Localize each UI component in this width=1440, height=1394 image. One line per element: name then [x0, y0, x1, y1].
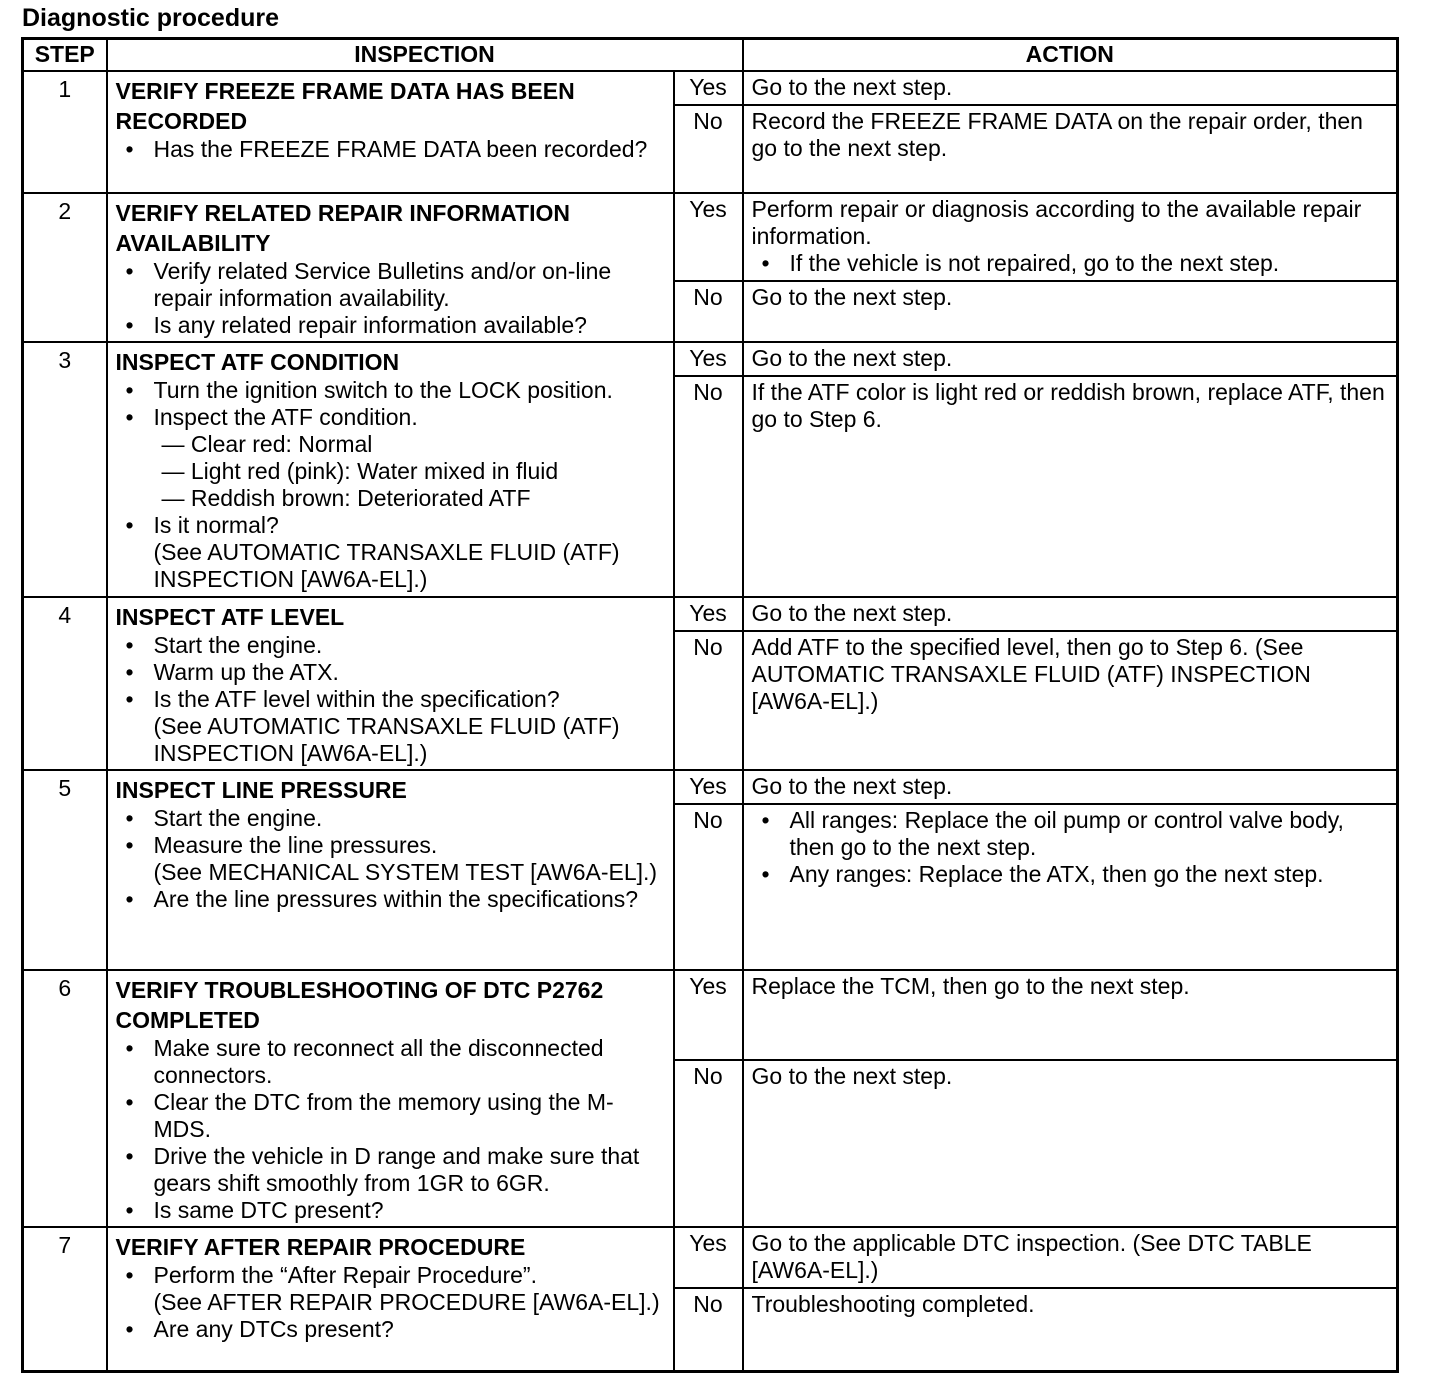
inspection-sub-item: — Reddish brown: Deteriorated ATF — [161, 484, 531, 511]
inspection-item-text: Verify related Service Bulletins and/or on-line repair information availability. — [153, 257, 612, 311]
inspection-cell — [107, 1227, 674, 1372]
inspection-item — [116, 258, 667, 312]
inspection-item-text: Make sure to reconnect all the disconnected connectors. — [153, 1034, 604, 1088]
inspection-item-text: Perform the “After Repair Procedure”. — [153, 1261, 537, 1288]
step-number: 6 — [23, 970, 107, 1227]
yes-action-text: Go to the next step. — [751, 772, 953, 799]
yes-label: Yes — [674, 1227, 743, 1288]
inspection-item — [116, 686, 667, 767]
no-label: No — [674, 376, 743, 597]
inspection-cell — [107, 193, 674, 342]
yes-action-cell — [743, 770, 1398, 804]
no-action-text: Go to the next step. — [751, 1062, 953, 1089]
inspection-item-text: Clear the DTC from the memory using the M-MDS. — [153, 1088, 614, 1142]
no-action-cell — [743, 105, 1398, 193]
inspection-item-text: Has the FREEZE FRAME DATA been recorded? — [153, 135, 648, 162]
inspection-title: VERIFY FREEZE FRAME DATA HAS BEEN RECORDED — [115, 77, 575, 134]
inspection-item — [116, 805, 667, 832]
step-number: 2 — [23, 193, 107, 342]
step-row-yes — [23, 970, 1398, 1060]
no-action-cell — [743, 1288, 1398, 1372]
inspection-reference: (See AUTOMATIC TRANSAXLE FLUID (ATF) INSPECTION [AW6A-EL].) — [153, 538, 620, 592]
page-title: Diagnostic procedure — [22, 4, 279, 32]
inspection-cell — [107, 597, 674, 770]
yes-label: Yes — [674, 770, 743, 804]
inspection-title: INSPECT LINE PRESSURE — [115, 776, 407, 803]
yes-action-cell — [743, 1227, 1398, 1288]
no-action-item: • Any ranges: Replace the ATX, then go the next step. — [752, 861, 1388, 888]
no-action-list — [752, 807, 1388, 888]
inspection-item — [116, 312, 667, 339]
inspection-list — [116, 1262, 667, 1343]
inspection-title: VERIFY TROUBLESHOOTING OF DTC P2762 COMPLETED — [115, 976, 604, 1033]
no-action-item: • All ranges: Replace the oil pump or control valve body, then go to the next step. — [752, 807, 1388, 861]
yes-action-text: Go to the next step. — [751, 73, 953, 100]
inspection-reference: (See AUTOMATIC TRANSAXLE FLUID (ATF) INSPECTION [AW6A-EL].) — [153, 712, 620, 766]
inspection-item — [116, 512, 667, 593]
step-number: 1 — [23, 71, 107, 193]
inspection-item-text: Drive the vehicle in D range and make sure that gears shift smoothly from 1GR to 6GR. — [153, 1142, 640, 1196]
inspection-list — [116, 632, 667, 767]
step-row-yes — [23, 193, 1398, 281]
inspection-reference: (See AFTER REPAIR PROCEDURE [AW6A-EL].) — [153, 1288, 660, 1315]
inspection-sub-item: — Clear red: Normal — [161, 430, 373, 457]
no-action-text: Troubleshooting completed. — [751, 1290, 1035, 1317]
yes-label: Yes — [674, 597, 743, 631]
inspection-item-text: Are the line pressures within the specifications? — [153, 885, 639, 912]
no-action-cell — [743, 1060, 1398, 1227]
inspection-item — [116, 659, 667, 686]
no-action-text: If the ATF color is light red or reddish brown, replace ATF, then go to Step 6. — [751, 378, 1385, 432]
inspection-title: INSPECT ATF LEVEL — [115, 603, 345, 630]
inspection-item — [116, 1262, 667, 1316]
yes-action-cell — [743, 970, 1398, 1060]
inspection-title: VERIFY RELATED REPAIR INFORMATION AVAILABILITY — [115, 199, 570, 256]
inspection-item — [116, 886, 667, 913]
inspection-item — [116, 1089, 667, 1143]
yes-action-text: Replace the TCM, then go to the next step. — [751, 972, 1190, 999]
step-number: 7 — [23, 1227, 107, 1372]
header-action: ACTION — [743, 39, 1398, 71]
yes-label: Yes — [674, 193, 743, 281]
inspection-item-text: Inspect the ATF condition. — [153, 403, 418, 430]
inspection-item — [116, 136, 667, 163]
no-label: No — [674, 105, 743, 193]
inspection-item-text: Is same DTC present? — [153, 1196, 384, 1223]
yes-action-list — [752, 250, 1388, 277]
diagnostic-table — [21, 37, 1399, 1373]
no-action-text: Go to the next step. — [751, 283, 953, 310]
inspection-item-text: Is the ATF level within the specification? — [153, 685, 560, 712]
inspection-title: INSPECT ATF CONDITION — [115, 348, 400, 375]
inspection-list — [116, 1035, 667, 1224]
step-row-yes — [23, 597, 1398, 631]
inspection-item-text: Turn the ignition switch to the LOCK position. — [153, 376, 613, 403]
inspection-list — [116, 258, 667, 339]
no-label: No — [674, 1060, 743, 1227]
yes-action-text: Go to the next step. — [751, 344, 953, 371]
yes-action-cell — [743, 193, 1398, 281]
no-label: No — [674, 804, 743, 970]
no-action-text: Record the FREEZE FRAME DATA on the repair order, then go to the next step. — [751, 107, 1363, 161]
inspection-item — [116, 1316, 667, 1343]
inspection-sub-item: — Light red (pink): Water mixed in fluid — [161, 457, 559, 484]
yes-action-cell — [743, 71, 1398, 105]
yes-action-text: Go to the applicable DTC inspection. (See DTC TABLE [AW6A-EL].) — [751, 1229, 1312, 1283]
step-row-yes — [23, 1227, 1398, 1288]
no-label: No — [674, 1288, 743, 1372]
inspection-item-text: Warm up the ATX. — [153, 658, 339, 685]
yes-action-text: Go to the next step. — [751, 599, 953, 626]
inspection-item-text: Are any DTCs present? — [153, 1315, 394, 1342]
header-step: STEP — [23, 39, 107, 71]
yes-label: Yes — [674, 342, 743, 376]
yes-label: Yes — [674, 970, 743, 1060]
inspection-reference: (See MECHANICAL SYSTEM TEST [AW6A-EL].) — [153, 858, 658, 885]
inspection-item-text: Is it normal? — [153, 511, 279, 538]
yes-action-item: • If the vehicle is not repaired, go to the next step. — [752, 250, 1388, 277]
inspection-item — [116, 832, 667, 886]
no-label: No — [674, 281, 743, 342]
inspection-item-text: Start the engine. — [153, 804, 323, 831]
step-number: 3 — [23, 342, 107, 597]
inspection-item — [116, 377, 667, 404]
step-row-yes — [23, 342, 1398, 376]
inspection-cell — [107, 71, 674, 193]
step-row-yes — [23, 71, 1398, 105]
inspection-item — [116, 1197, 667, 1224]
header-row — [23, 39, 1398, 71]
no-action-cell — [743, 804, 1398, 970]
step-row-yes — [23, 770, 1398, 804]
inspection-list — [116, 805, 667, 913]
header-inspection: INSPECTION — [107, 39, 743, 71]
inspection-item-text: Measure the line pressures. — [153, 831, 438, 858]
inspection-list — [116, 377, 667, 593]
yes-label: Yes — [674, 71, 743, 105]
inspection-item — [116, 632, 667, 659]
no-action-cell — [743, 376, 1398, 597]
inspection-item — [116, 1035, 667, 1089]
yes-action-cell — [743, 597, 1398, 631]
inspection-cell — [107, 770, 674, 970]
inspection-cell — [107, 342, 674, 597]
step-number: 4 — [23, 597, 107, 770]
inspection-item-text: Is any related repair information available? — [153, 311, 587, 338]
no-action-text: Add ATF to the specified level, then go to Step 6. (See AUTOMATIC TRANSAXLE FLUID (ATF) INSPECTION [AW6A-EL].) — [751, 633, 1311, 714]
inspection-item-text: Start the engine. — [153, 631, 323, 658]
yes-action-cell — [743, 342, 1398, 376]
no-label: No — [674, 631, 743, 770]
inspection-item — [116, 1143, 667, 1197]
yes-action-text: Perform repair or diagnosis according to the available repair information. — [751, 195, 1362, 249]
step-number: 5 — [23, 770, 107, 970]
no-action-cell — [743, 281, 1398, 342]
no-action-cell — [743, 631, 1398, 770]
inspection-item — [116, 404, 667, 512]
inspection-cell — [107, 970, 674, 1227]
inspection-list — [116, 136, 667, 163]
inspection-title: VERIFY AFTER REPAIR PROCEDURE — [115, 1233, 526, 1260]
